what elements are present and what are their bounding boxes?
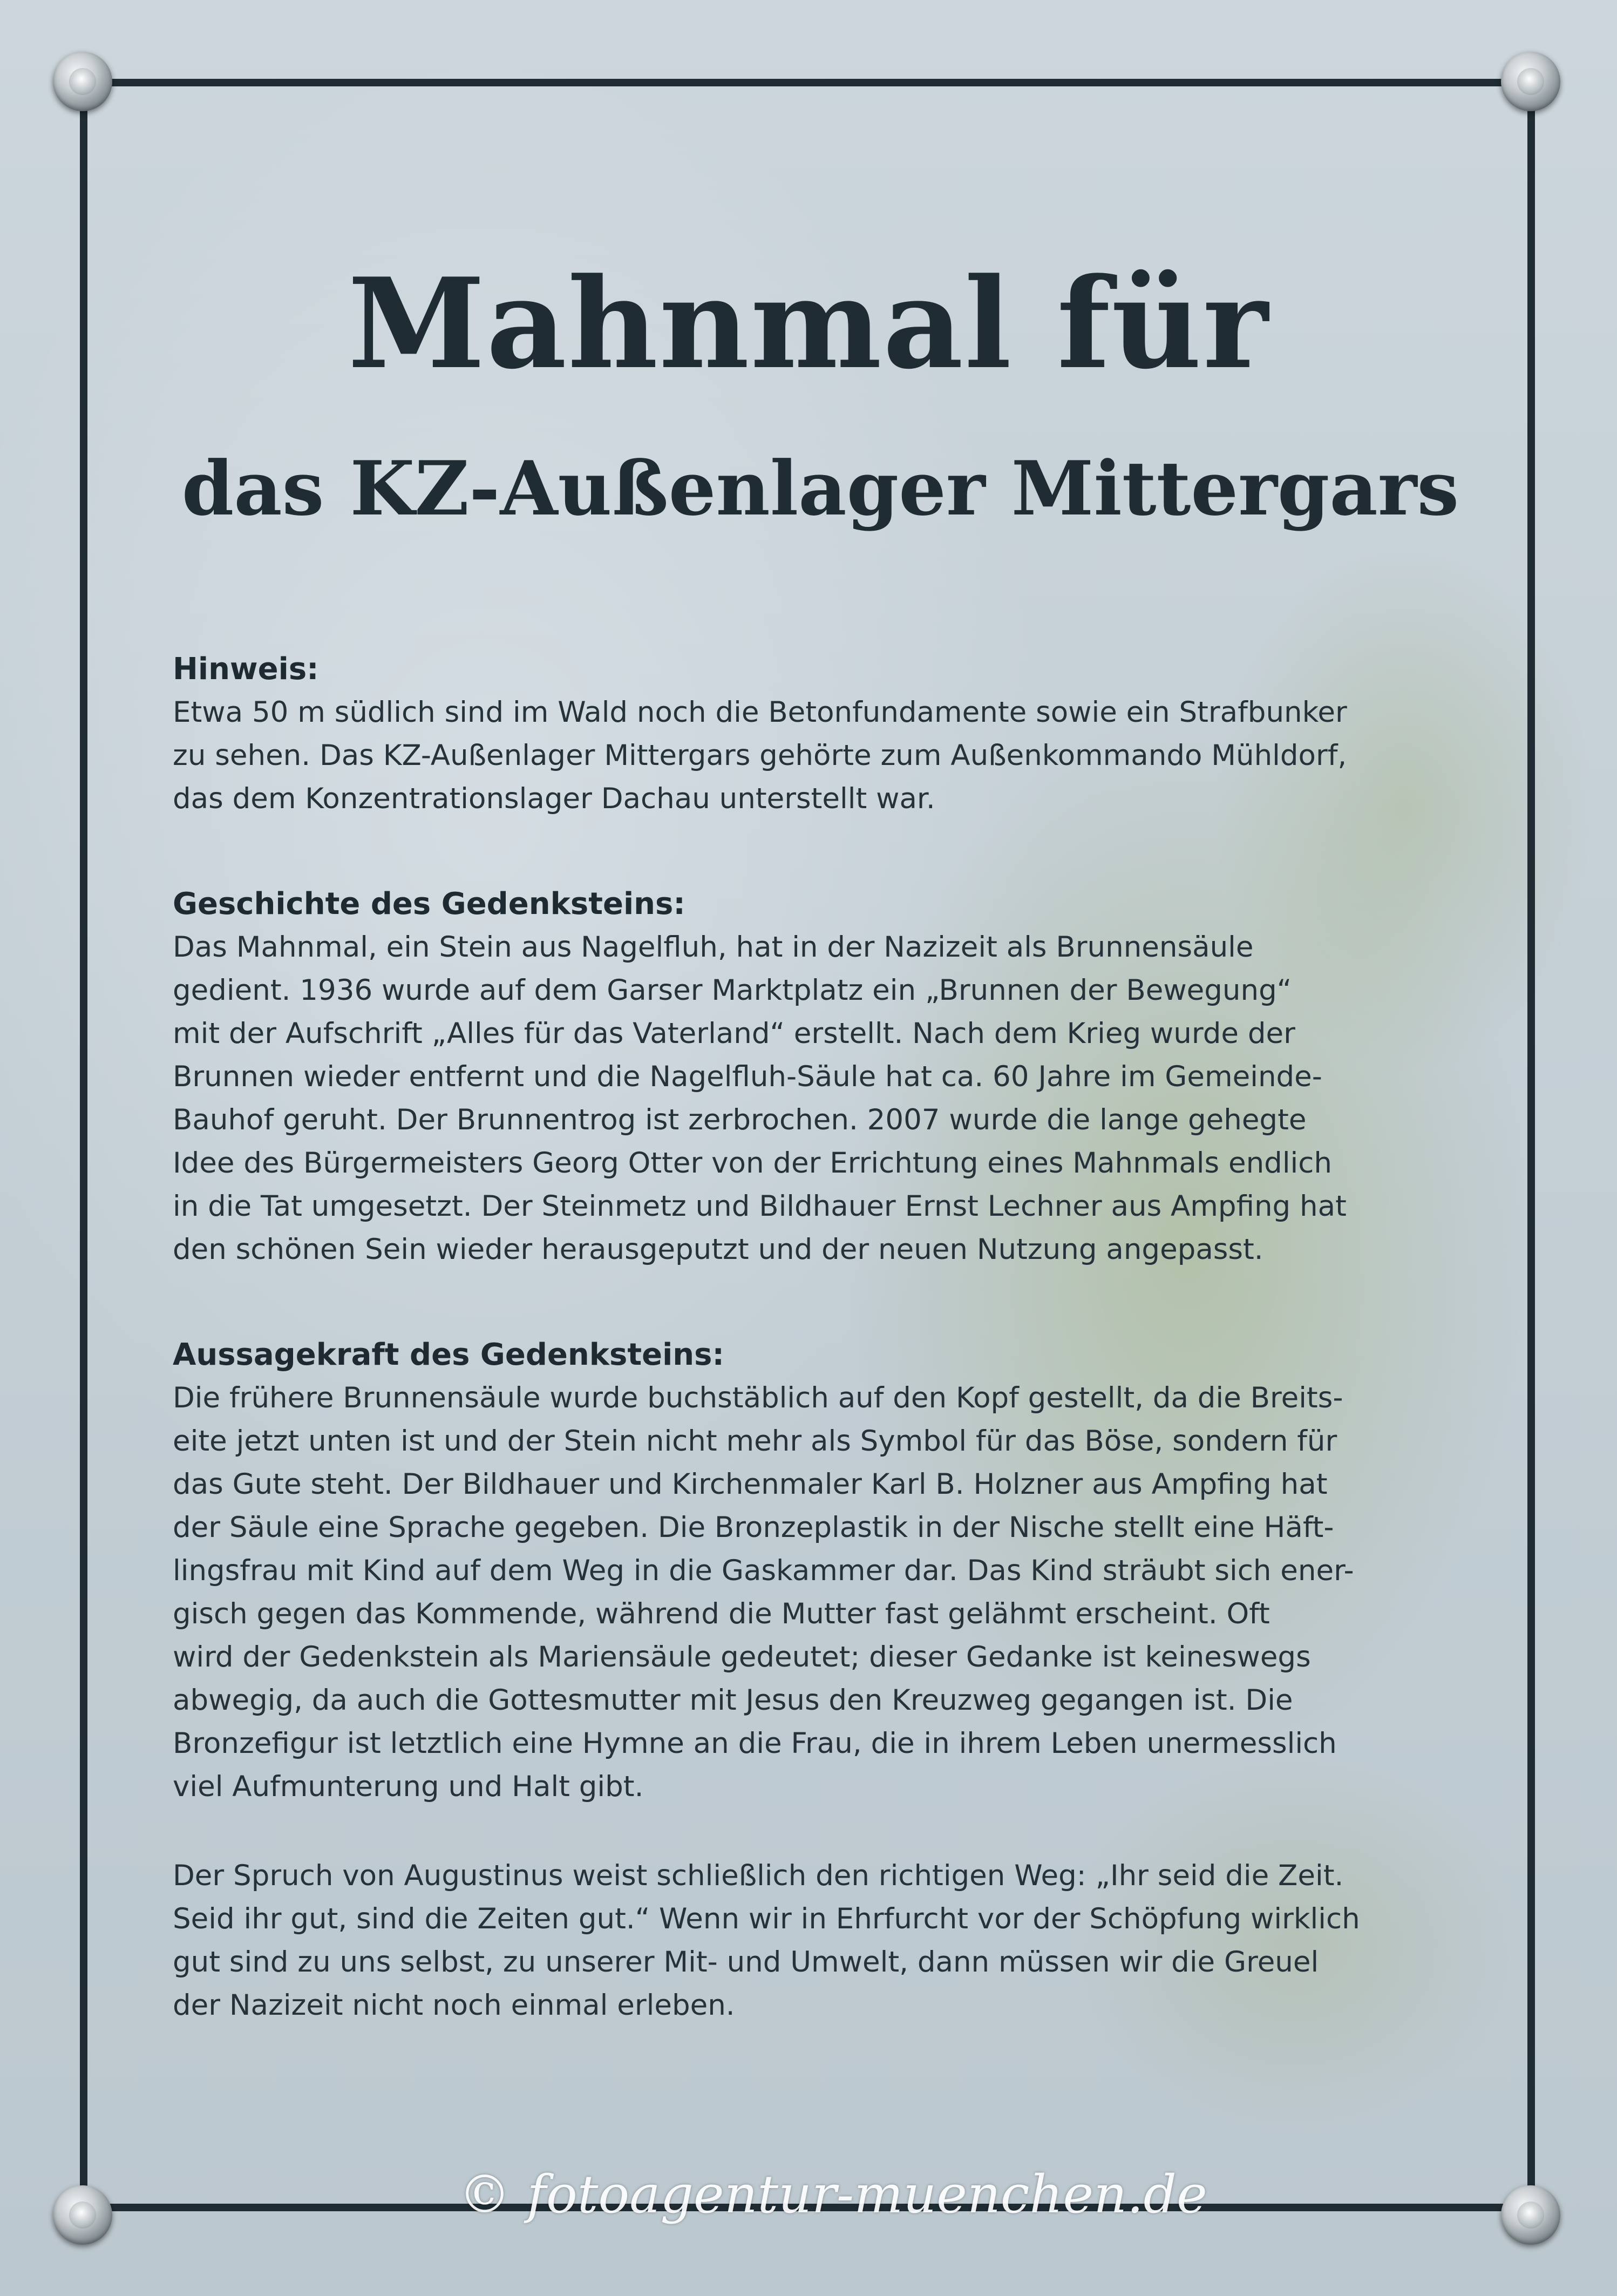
text-line: das dem Konzentrationslager Dachau unterstellt war. (173, 782, 935, 815)
section-heading: Geschichte des Gedenksteins: (173, 886, 685, 922)
text-line: zu sehen. Das KZ-Außenlager Mittergars gehörte zum Außenkommando Mühldorf, (173, 739, 1347, 772)
copyright-watermark: © fotoagentur-muenchen.de (459, 2164, 1207, 2225)
plaque-content (173, 648, 1457, 2089)
screw-bottom-right-icon (1501, 2185, 1560, 2245)
text-line: in die Tat umgesetzt. Der Steinmetz und Bildhauer Ernst Lechner aus Ampfing hat (173, 1190, 1347, 1223)
section-text (173, 926, 1457, 1271)
plaque-subtitle: das KZ-Außenlager Mittergars (181, 444, 1459, 532)
text-line: Seid ihr gut, sind die Zeiten gut.“ Wenn wir in Ehrfurcht vor der Schöpfung wirklich (173, 1902, 1360, 1935)
text-line: abwegig, da auch die Gottesmutter mit Jesus den Kreuzweg gegangen ist. Die (173, 1684, 1293, 1717)
section-text (173, 1377, 1457, 1809)
section-aussagekraft (173, 1333, 1457, 1809)
text-line: lingsfrau mit Kind auf dem Weg in die Gaskammer dar. Das Kind sträubt sich ener- (173, 1554, 1354, 1587)
section-text (173, 1854, 1457, 2027)
text-line: eite jetzt unten ist und der Stein nicht mehr als Symbol für das Böse, sondern für (173, 1425, 1337, 1458)
screw-bottom-left-icon (53, 2185, 112, 2245)
text-line: das Gute steht. Der Bildhauer und Kirchenmaler Karl B. Holzner aus Ampfing hat (173, 1468, 1328, 1501)
text-line: viel Aufmunterung und Halt gibt. (173, 1770, 644, 1803)
section-heading: Aussagekraft des Gedenksteins: (173, 1337, 724, 1372)
text-line: Etwa 50 m südlich sind im Wald noch die Betonfundamente sowie ein Strafbunker (173, 696, 1347, 729)
section-heading: Hinweis: (173, 652, 319, 687)
section-hinweis (173, 648, 1457, 821)
text-line: mit der Aufschrift „Alles für das Vaterland“ erstellt. Nach dem Krieg wurde der (173, 1017, 1295, 1050)
section-text (173, 691, 1457, 821)
text-line: gut sind zu uns selbst, zu unserer Mit- und Umwelt, dann müssen wir die Greuel (173, 1946, 1319, 1979)
screw-top-right-icon (1501, 52, 1560, 111)
text-line: wird der Gedenkstein als Mariensäule gedeutet; dieser Gedanke ist keineswegs (173, 1641, 1311, 1674)
text-line: Idee des Bürgermeisters Georg Otter von der Errichtung eines Mahnmals endlich (173, 1147, 1333, 1180)
text-line: Bauhof geruht. Der Brunnentrog ist zerbrochen. 2007 wurde die lange gehegte (173, 1103, 1307, 1136)
plaque-title: Mahnmal für (348, 251, 1269, 397)
text-line: Das Mahnmal, ein Stein aus Nagelfluh, hat in der Nazizeit als Brunnensäule (173, 931, 1254, 964)
text-line: gedient. 1936 wurde auf dem Garser Marktplatz ein „Brunnen der Bewegung“ (173, 974, 1292, 1007)
text-line: Brunnen wieder entfernt und die Nagelfluh-Säule hat ca. 60 Jahre im Gemeinde- (173, 1060, 1322, 1093)
text-line: gisch gegen das Kommende, während die Mutter fast gelähmt erscheint. Oft (173, 1597, 1270, 1630)
text-line: Der Spruch von Augustinus weist schließlich den richtigen Weg: „Ihr seid die Zeit. (173, 1859, 1344, 1892)
text-line: der Säule eine Sprache gegeben. Die Bronzeplastik in der Nische stellt eine Häft- (173, 1511, 1334, 1544)
section-closing (173, 1854, 1457, 2027)
screw-top-left-icon (53, 52, 112, 111)
text-line: Bronzefigur ist letztlich eine Hymne an die Frau, die in ihrem Leben unermesslich (173, 1727, 1337, 1760)
section-geschichte (173, 883, 1457, 1271)
text-line: den schönen Sein wieder herausgeputzt und der neuen Nutzung angepasst. (173, 1233, 1263, 1266)
text-line: Die frühere Brunnensäule wurde buchstäblich auf den Kopf gestellt, da die Breits- (173, 1381, 1343, 1414)
text-line: der Nazizeit nicht noch einmal erleben. (173, 1989, 735, 2022)
